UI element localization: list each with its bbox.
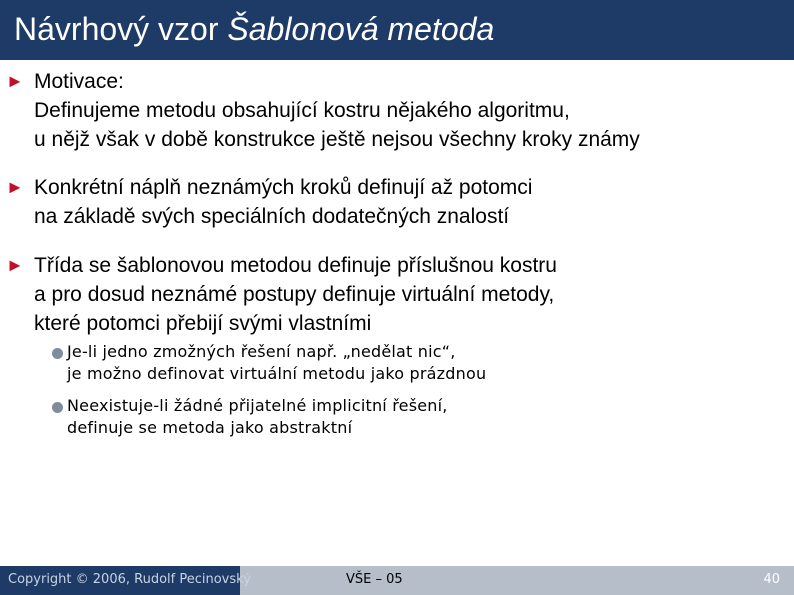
title-bar (0, 0, 794, 60)
bullet-line: u nějž však v době konstrukce ještě nejsou všechny kroky známy (34, 128, 640, 151)
subbullet-line: je možno definovat virtuální metodu jako prázdnou (67, 364, 487, 383)
slide-title (14, 8, 494, 50)
bullet-motivation (6, 67, 640, 154)
subbullet-dot-icon (52, 348, 63, 359)
bullet-arrow-icon: ► (6, 255, 24, 275)
footer-right-panel (240, 566, 794, 595)
bullet-line: Konkrétní náplň neznámých kroků definují až potomci (34, 176, 533, 199)
bullet-arrow-icon: ► (6, 177, 24, 197)
bullet-line: Definujeme metodu obsahující kostru nějakého algoritmu, (34, 99, 570, 122)
footer-copyright: Copyright © 2006, Rudolf Pecinovský (8, 572, 251, 587)
bullet-template-class (6, 251, 557, 338)
subbullet-dot-icon (52, 402, 63, 413)
bullet-line: Motivace: (34, 70, 124, 93)
slide-title-italic: Šablonová metoda (227, 11, 495, 47)
subbullet-abstract-method (52, 395, 448, 439)
subbullet-empty-method (52, 341, 486, 385)
bullet-line: a pro dosud neznámé postupy definuje virtuální metody, (34, 283, 555, 306)
footer (0, 566, 794, 595)
bullet-line: Třída se šablonovou metodou definuje příslušnou kostru (34, 254, 557, 277)
bullet-concrete-steps (6, 173, 532, 231)
bullet-line: na základě svých speciálních dodatečných znalostí (34, 205, 510, 228)
bullet-arrow-icon: ► (6, 71, 24, 91)
subbullet-line: definuje se metoda jako abstraktní (67, 418, 353, 437)
slide-title-plain: Návrhový vzor (14, 11, 228, 47)
subbullet-line: Neexistuje-li žádné přijatelné implicitní řešení, (67, 396, 448, 415)
bullet-line: které potomci přebijí svými vlastními (34, 312, 372, 335)
footer-course-code: VŠE – 05 (346, 572, 403, 587)
footer-page-number: 40 (763, 572, 780, 587)
subbullet-line: Je-li jedno zmožných řešení např. „nedělat nic“, (67, 342, 456, 361)
